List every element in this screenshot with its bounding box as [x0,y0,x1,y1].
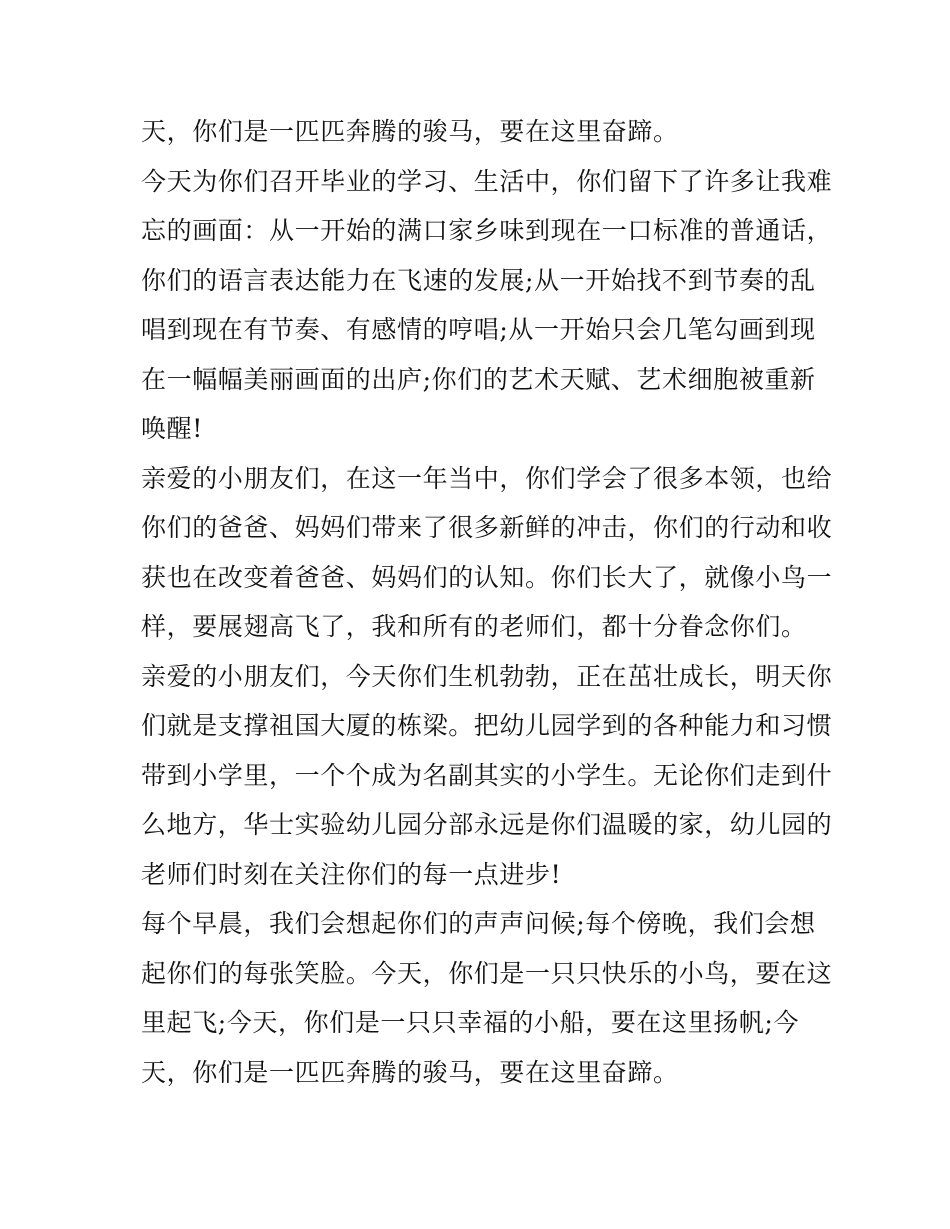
text-line: 起你们的每张笑脸。今天，你们是一只只快乐的小鸟，要在这 [141,958,833,988]
text-line: 唱到现在有节奏、有感情的哼唱;从一开始只会几笔勾画到现 [141,315,816,344]
text-line: 每个早晨，我们会想起你们的声声问候;每个傍晚，我们会想 [141,909,816,938]
text-line: 里起飞;今天，你们是一只只幸福的小船，要在这里扬帆;今 [141,1008,800,1037]
text-line: 今天为你们召开毕业的学习、生活中，你们留下了许多让我难 [141,166,833,196]
text-line: 样，要展翅高飞了，我和所有的老师们，都十分眷念你们。 [141,612,807,641]
text-line: 忘的画面：从一开始的满口家乡味到现在一口标准的普通话， [141,216,833,245]
text-line: 亲爱的小朋友们，在这一年当中，你们学会了很多本领，也给 [141,463,833,493]
text-line: 你们的爸爸、妈妈们带来了很多新鲜的冲击，你们的行动和收 [141,513,833,542]
text-line: 天，你们是一匹匹奔腾的骏马，要在这里奋蹄。 [141,1057,679,1087]
text-line: 获也在改变着爸爸、妈妈们的认知。你们长大了，就像小鸟一 [141,562,833,592]
text-line: 你们的语言表达能力在飞速的发展;从一开始找不到节奏的乱 [141,265,816,295]
text-line: 们就是支撑祖国大厦的栋梁。把幼儿园学到的各种能力和习惯 [141,711,833,740]
text-line: 天，你们是一匹匹奔腾的骏马，要在这里奋蹄。 [141,117,679,146]
text-line: 在一幅幅美丽画面的出庐;你们的艺术天赋、艺术细胞被重新 [141,364,816,394]
text-line: 唤醒! [141,414,203,443]
text-line: 带到小学里，一个个成为名副其实的小学生。无论你们走到什 [141,760,833,790]
text-line: 老师们时刻在关注你们的每一点进步! [141,859,562,889]
text-line: 么地方，华士实验幼儿园分部永远是你们温暖的家，幼儿园的 [141,810,833,839]
text-line: 亲爱的小朋友们，今天你们生机勃勃，正在茁壮成长，明天你 [141,661,833,691]
document-body [141,107,833,1097]
